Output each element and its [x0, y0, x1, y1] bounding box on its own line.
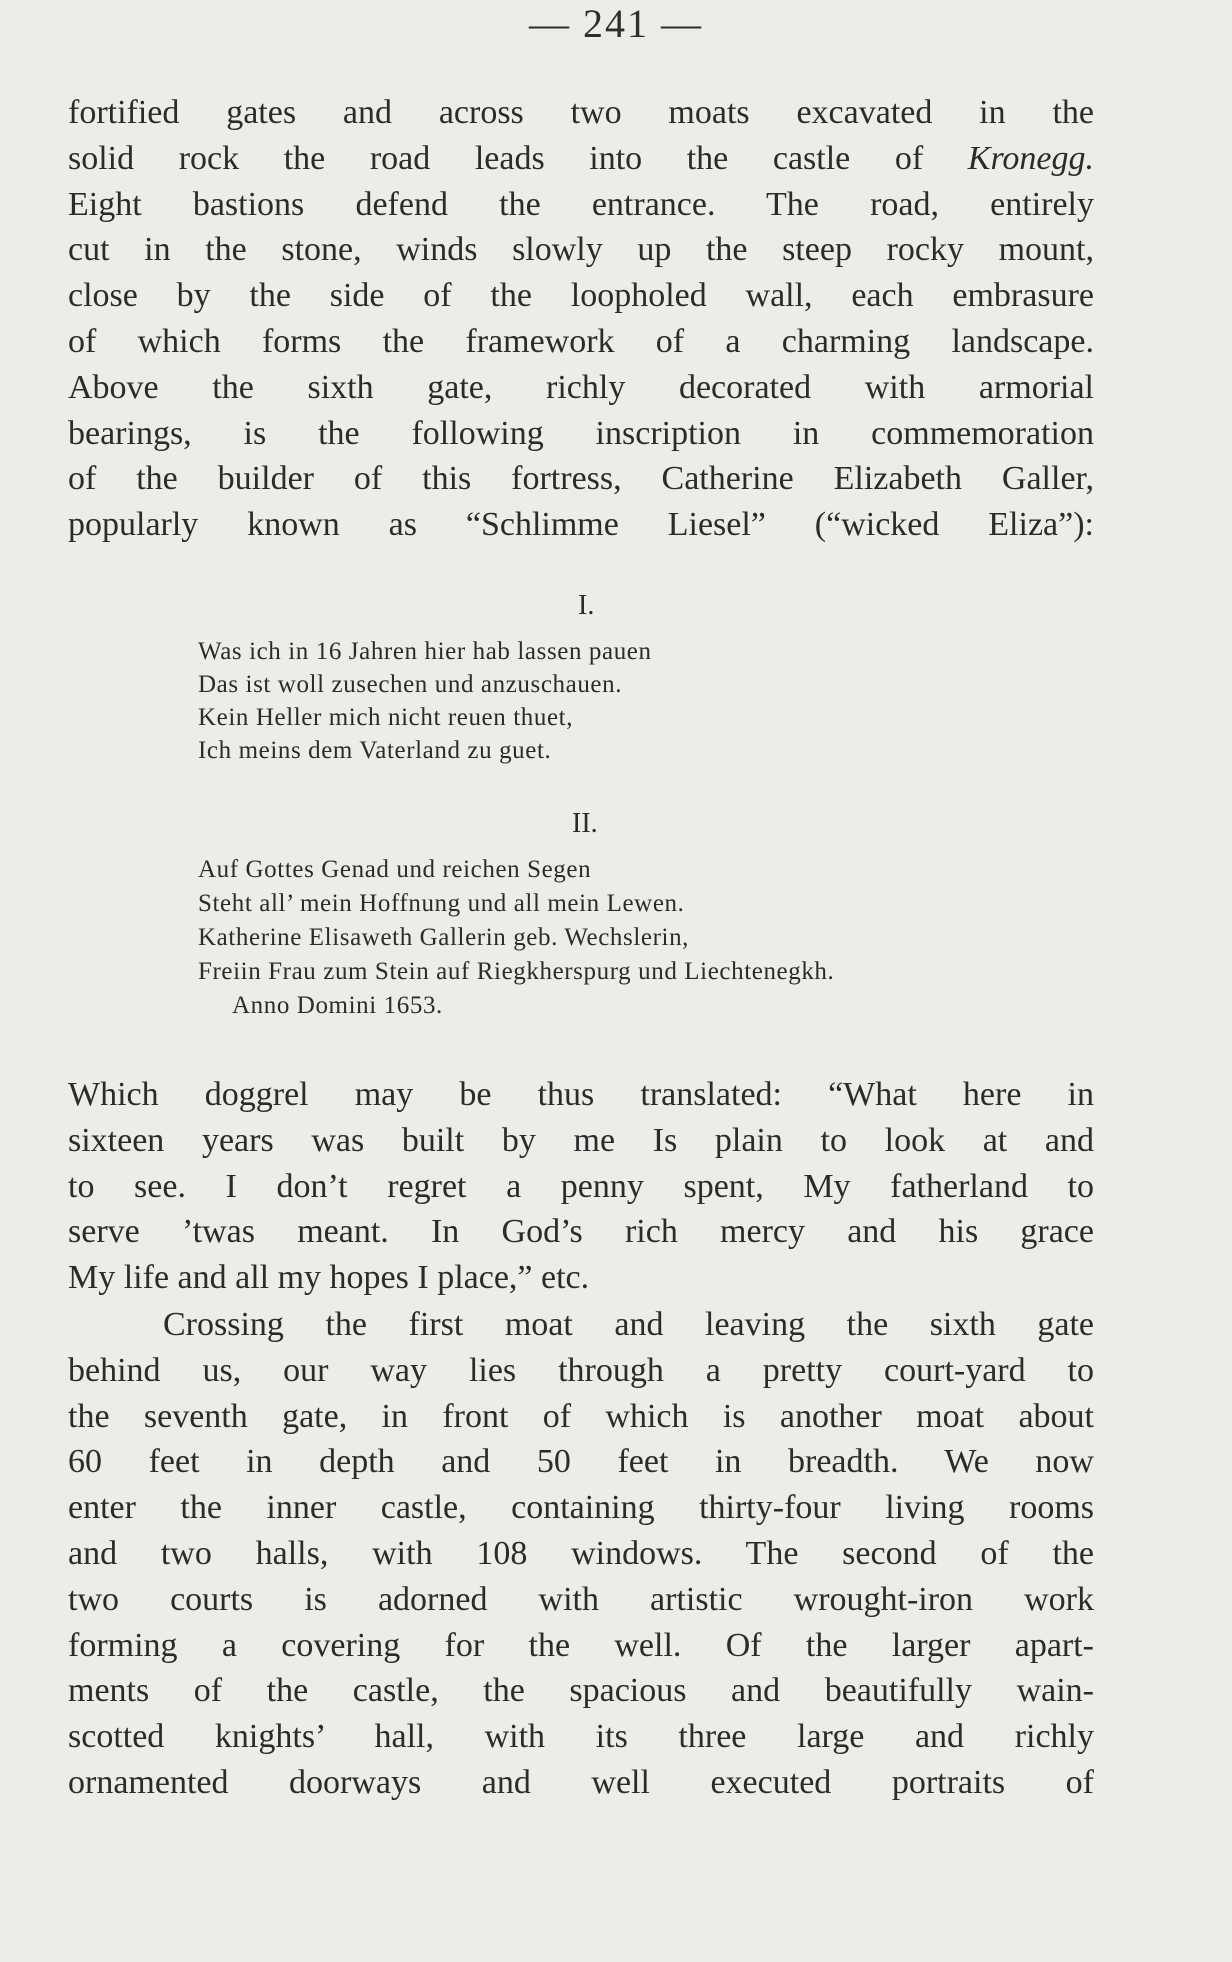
paragraph-inner-castle	[68, 1302, 1094, 1806]
verse-line: Steht all’ mein Hoffnung und all mein Lewen.	[198, 890, 685, 917]
text-line: enter the inner castle, containing thirty-four living rooms	[68, 1489, 1094, 1527]
text-line: of which forms the framework of a charming landscape.	[68, 322, 1094, 360]
text-line: Eight bastions defend the entrance. The road, entirely	[68, 185, 1094, 223]
text-line: behind us, our way lies through a pretty court-yard to	[68, 1351, 1094, 1389]
page-number: — 241 —	[529, 1, 703, 46]
text-line: cut in the stone, winds slowly up the steep rocky mount,	[68, 231, 1094, 269]
verse-line: Auf Gottes Genad und reichen Segen	[198, 856, 592, 883]
text-line: close by the side of the loopholed wall, each embrasure	[68, 277, 1094, 315]
text-line: and two halls, with 108 windows. The second of the	[68, 1534, 1094, 1572]
text-line: Above the sixth gate, richly decorated with armorial	[68, 368, 1094, 406]
verse-line: Ich meins dem Vaterland zu guet.	[198, 737, 552, 764]
text-line: Which doggrel may be thus translated: “What here in	[68, 1076, 1094, 1113]
text-fragment: solid rock the road leads into the castle of	[68, 139, 924, 177]
text-line: the seventh gate, in front of which is another moat about	[68, 1397, 1094, 1435]
castle-name: Kronegg.	[967, 139, 1095, 177]
paragraph-castle-approach	[68, 90, 1094, 548]
text-line: ornamented doorways and well executed portraits of	[68, 1763, 1094, 1801]
inscription-heading-1: I.	[578, 590, 595, 621]
text-line: popularly known as “Schlimme Liesel” (“wicked Eliza”):	[68, 506, 1094, 544]
text-line: of the builder of this fortress, Catherine Elizabeth Galler,	[68, 460, 1094, 498]
text-line: My life and all my hopes I place,” etc.	[68, 1259, 590, 1297]
verse-line: Katherine Elisaweth Gallerin geb. Wechslerin,	[198, 924, 690, 951]
text-line	[68, 136, 1094, 182]
verse-line: Das ist woll zusechen und anzuschauen.	[198, 671, 623, 698]
paragraph-translation	[68, 1072, 1094, 1301]
text-line: bearings, is the following inscription in commemoration	[68, 414, 1094, 452]
text-line: ments of the castle, the spacious and beautifully wain-	[68, 1672, 1094, 1710]
verse-line: Anno Domini 1653.	[232, 992, 443, 1019]
text-line: fortified gates and across two moats excavated in the	[68, 94, 1094, 131]
text-line: sixteen years was built by me Is plain to look at and	[68, 1121, 1094, 1159]
inscription-heading-2: II.	[572, 808, 598, 839]
verse-line: Kein Heller mich nicht reuen thuet,	[198, 704, 574, 731]
verse-line: Freiin Frau zum Stein auf Riegkherspurg und Liechtenegkh.	[198, 958, 835, 985]
text-line: to see. I don’t regret a penny spent, My fatherland to	[68, 1167, 1094, 1205]
text-line: forming a covering for the well. Of the larger apart-	[68, 1626, 1094, 1664]
text-line: Crossing the first moat and leaving the sixth gate	[163, 1306, 1094, 1343]
text-line: scotted knights’ hall, with its three large and richly	[68, 1718, 1094, 1756]
text-line: 60 feet in depth and 50 feet in breadth. We now	[68, 1443, 1094, 1481]
text-line: serve ’twas meant. In God’s rich mercy and his grace	[68, 1213, 1094, 1251]
text-line: two courts is adorned with artistic wrought-iron work	[68, 1580, 1094, 1618]
verse-line: Was ich in 16 Jahren hier hab lassen pauen	[198, 638, 652, 665]
